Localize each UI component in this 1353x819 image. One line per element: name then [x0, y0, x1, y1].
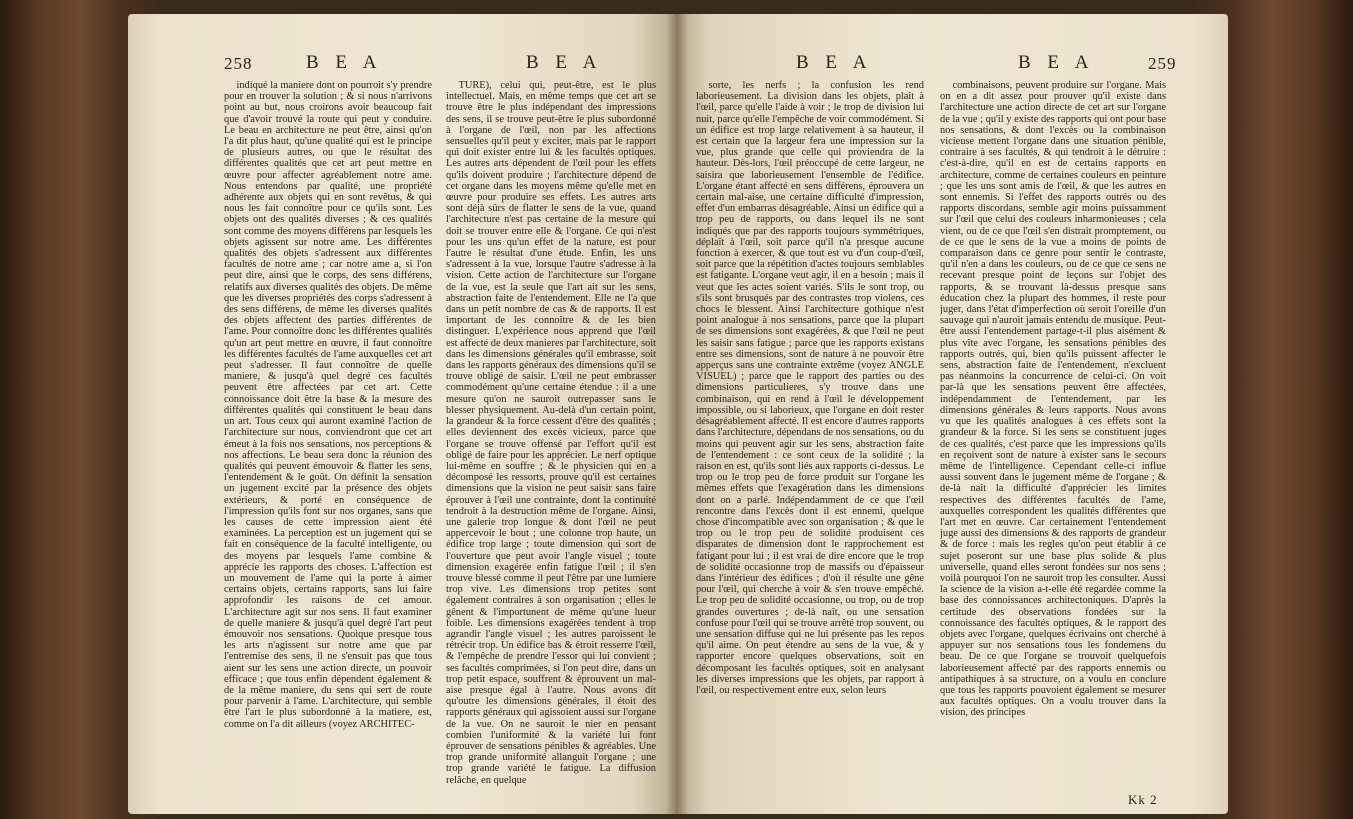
- right-page: [676, 14, 1228, 814]
- page-number: 259: [1148, 54, 1177, 73]
- book-gutter: [666, 14, 688, 814]
- right-page-header: [676, 52, 1228, 78]
- running-head: B E A: [526, 52, 603, 73]
- text-column: [696, 80, 924, 790]
- left-page-columns: [224, 80, 662, 790]
- running-head: B E A: [796, 52, 873, 73]
- text-column: [446, 80, 656, 790]
- page-number: 258: [224, 54, 253, 73]
- running-head: B E A: [306, 52, 383, 73]
- column-text: TURE), celui qui, peut-être, est le plus intellectuel. Mais, en même temps que cet art se trouve être le plus indépendant des impressions des sens, il se trouve peut-être le plus subordonné à l'organe de l'œil, non par les affections sensuelles qu'il peut y exciter, mais par le rapport qui doit exister entre lui & les facultés optiques. Les autres arts dépendent de l'œil pour les effets qu'ils doivent produire ; l'architecture dépend de cet organe dans les moyens même qu'elle met en œuvre pour produire ses effets. Les autres arts sont déjà sûrs de flatter le sens de la vue, quand l'architecture n'est pas certaine de la mesure qui doit se trouver entre elle & l'organe. Ce qui n'est pour les uns qu'un effet de la nature, est pour l'autre le résultat d'une étude. Enfin, les uns s'adressent à la vue, lorsque l'autre s'adresse à la vision. Cette action de l'architecture sur l'organe de la vue, est la seule que l'art ait sur les sens, abstraction faite de l'entendement. Elle ne l'a que dans un petit nombre de cas & de rapports. Il est important de les connoître & de les bien distinguer. L'expérience nous apprend que l'œil est affecté de deux manieres par l'architecture, soit dans les dimensions générales qu'il embrasse, soit dans les rapports généraux des dimensions qu'il se trouve obligé de saisir. L'œil ne peut embrasser commodément qu'une certaine étendue : il a une mesure qu'on ne sauroit outrepasser sans le blesser physiquement. Au-delà d'un certain point, la grandeur & la force cessent d'être des qualités ; elles deviennent des excès vicieux, parce que l'organe se trouve offensé par l'effort qu'il est obligé de faire pour les apprécier. Le nerf optique lui-même en souffre ; & le physicien qui en a décomposé les ressorts, prouve qu'il est certaines dimensions que la vision ne peut saisir sans faire éprouver à l'œil une contrainte, dont la continuité tendroit à la destruction même de l'organe. Ainsi, une galerie trop longue & dont l'œil ne peut appercevoir le bout ; une colonne trop haute, un édifice trop large ; toute dimension qui sort de l'ouverture que peut avoir l'angle visuel ; toute dimension exagérée enfin fatigue l'œil ; il s'en trouve blessé comme il peut l'être par une lumiere trop vive. Les dimensions trop petites sont également contraires à son organisation ; elles le gênent & l'importunent de même qu'une lueur foible. Les dimensions exagérées tendent à trop agrandir l'angle visuel ; les autres paroissent le rétrécir trop. Un édifice bas & étroit resserre l'œil, & l'empêche de prendre l'essor qui lui convient ; ses facultés comprimées, si l'on peut dire, dans un trop petit espace, souffrent & éprouvent un mal-aise presque égal à l'autre. Nous avons dit qu'outre les dimensions générales, il étoit des rapports généraux qui agissoient aussi sur l'organe de la vue. On ne sauroit le nier en pensant combien l'uniformité & la variété lui font éprouver de sensations pénibles & agréables. Une trop grande uniformité allanguit l'organe ; une trop grande variété le fatigue. La diffusion relâche, en quelque: [446, 80, 656, 786]
- text-column: [224, 80, 432, 790]
- left-page: [128, 14, 676, 814]
- column-text: sorte, les nerfs ; la confusion les rend laborieusement. La division dans les objets, plaît à l'œil, parce qu'elle l'aide à voir ; le trop de division lui nuit, parce qu'elle l'empêche de voir commodément. Si un édifice est trop large relativement à sa hauteur, il est certain que la largeur fera une impression sur la vue, plus grande que celle qui proviendra de la hauteur. Dès-lors, l'œil préoccupé de cette largeur, ne saisira que laborieusement l'ensemble de l'édifice. L'organe étant affecté en sens différens, éprouvera un certain mal-aise, une certaine difficulté d'impression, effet d'un embarras désagréable. Ainsi un édifice qui a trop peu de rapports, ou dans lequel ils ne sont indiqués que par des rapports toujours symmétriques, déplaît à l'œil, soit parce qu'il n'a presque aucune fonction à exercer, & que tout est vu d'un coup-d'œil, soit parce que la répétition d'actes toujours semblables est fatigante. L'organe veut agir, il en a besoin ; mais il veut que les actes soient variés. S'ils le sont trop, ou s'ils sont brusqués par des contrastes trop violens, ces chocs le blessent. Ainsi l'architecture gothique n'est point analogue à nos sensations, parce que la plupart de ses dimensions sont exagérées, & que l'œil ne peut les saisir sans fatigue ; parce que les rapports existans entre ses dimensions, sont de nature à ne pouvoir être apperçus sans une contrainte extrême (voyez ANGLE VISUEL) ; parce que le rapport des parties ou des dimensions particulieres, s'y trouve dans une combinaison, qui en rend à l'œil le développement impossible, ou si laborieux, que l'organe en doit rester désagréablement affecté. Il est encore d'autres rapports dans l'architecture, dépendans de nos sensations, ou du moins qui peuvent agir sur les sens, abstraction faite de l'entendement : ce sont ceux de la solidité ; la raison en est, qu'ils sont liés aux rapports ci-dessus. Le trop ou le trop peu de force produit sur l'organe les mêmes effets que l'exagération dans les dimensions dont on a parlé. Indépendamment de ce que l'œil rencontre dans l'excès dont il est ennemi, quelque chose d'incompatible avec son organisation ; & que le trop ou le trop peu de solidité produisent ces disparates de dimension dont le rapprochement est fatigant pour lui ; il est vrai de dire encore que le trop de solidité occasionne trop de massifs ou d'épaisseur dans l'intérieur des édifices ; d'où il résulte une gêne pour l'œil, qui cherche à voir & s'en trouve empêché. Le trop peu de solidité occasionne, ou trop, ou de trop grandes ouvertures ; de-là naît, ou une sensation confuse pour l'œil qui se trouve arrêté trop souvent, ou une sensation diffuse qui ne lui présente pas les repos qu'il aime. On peut étendre au sens de la vue, & y rapporter encore quelques observations, soit en décomposant les facultés optiques, soit en analysant les diverses impressions que les objets, par rapport à l'œil, ou respectivement entre eux, selon leurs: [696, 80, 924, 696]
- column-text: indiqué la maniere dont on pourroit s'y prendre pour en trouver la solution ; & si nous n'arrivons point au but, nous croirons avoir beaucoup fait que d'avoir trouvé la route qui peut y conduire. Le beau en architecture ne peut être, ainsi qu'on l'a dit plus haut, qu'une qualité qui est le principe de plusieurs autres, ou que le résultat des différentes qualités que cet art peut mettre en œuvre pour affecter agréablement notre ame. Nous entendons par qualité, une propriété adhérente aux objets qui en sont revêtus, & qui nous les fait connoître pour ce qu'ils sont. Les objets ont des qualités diverses ; & ces qualités sont comme des moyens différens par lesquels les objets agissent sur notre ame. Les différentes qualités des objets s'adressent aux différentes facultés de notre ame ; car notre ame a, si l'on peut dire, ainsi que le corps, des sens différens, relatifs aux diverses qualités des objets. De même que les diverses propriétés des corps s'adressent à des sens différens, de même les diverses qualités des objets affectent des parties différentes de l'ame. Pour connoître donc les différentes qualités qu'un art peut mettre en œuvre, il faut connoître les différentes facultés de l'ame auxquelles cet art peut s'adresser. Il faut connoître de quelle maniere, & jusqu'à quel degré ces facultés peuvent être affectées par cet art. Cette connoissance doit être la base & la mesure des différentes qualités qui constituent le beau dans un art. Tous ceux qui auront examiné l'action de l'architecture sur nous, conviendront que cet art émeut à la fois nos sensations, nos perceptions & nos affections. Le beau sera donc la réunion des qualités qui peuvent émouvoir & flatter les sens, l'entendement & le goût. On définit la sensation un jugement excité par la présence des objets extérieurs, & porté en conséquence de l'impression qu'ils font sur nos organes, sans que les causes de cette impression aient été examinées. La perception est un jugement qui se fait en conséquence de la faculté intelligente, ou des moyens par lesquels l'ame combine & apprécie les rapports des choses. L'affection est un mouvement de l'ame qui la porte à aimer certains objets, certains rapports, sans lui faire approfondir les raisons de cet amour. L'architecture agit sur nos sens. Il faut examiner de quelle maniere & jusqu'à quel degré l'art peut émouvoir nos sensations. Quoique presque tous les arts n'agissent sur notre ame que par l'entremise des sens, il ne s'ensuit pas que tous aient sur les sens une action directe, un pouvoir efficace ; que tous enfin dépendent également & de la même maniere, du sens qui sert de route pour parvenir à l'ame. L'architecture, qui semble être l'art le plus subordonné à la matiere, est, comme on l'a dit ailleurs (voyez ARCHITEC-: [224, 80, 432, 730]
- right-page-columns: [696, 80, 1166, 790]
- left-page-header: [128, 52, 676, 78]
- column-text: combinaisons, peuvent produire sur l'organe. Mais on en a dit assez pour prouver qu'il existe dans l'architecture une action directe de cet art sur l'organe de la vue ; qu'il y existe des rapports qui ont pour base nos sensations, & dont l'excès ou la combinaison vicieuse mettent l'organe dans une situation pénible, contraire à ses facultés, & qui tendroit à le détruire : c'est-à-dire, qu'il en est de certains rapports en architecture, comme de certaines couleurs en peinture ; que les uns sont amis de l'œil, & que les autres en sont ennemis. Si l'effet des rapports outrés ou des rapports discordans, semble agir moins puissamment sur l'œil que celui des couleurs inharmonieuses ; cela vient, ou de ce que l'œil s'en distrait promptement, ou de ce que le sens de la vue a moins de points de comparaison dans ce genre pour sentir le contraste, qu'il n'en a dans les couleurs, ou de ce que ce sens ne recevant presque point de leçons sur l'objet des rapports, & se trouvant là-dessus presque sans éducation chez la plupart des hommes, il reste pour juger, dans l'état d'imperfection où seroit l'oreille d'un sauvage qui n'auroit jamais entendu de musique. Peut-être aussi l'entendement partage-t-il plus aisément & plus vîte avec l'organe, les sensations pénibles des rapports outrés, qui, bien qu'ils puissent affecter le sens, abstraction faite de l'entendement, n'excluent pas néanmoins la concurrence de celui-ci. On voit par-là que les sensations peuvent être affectées, indépendamment de l'entendement, par les dimensions générales & leurs rapports. Nous avons vu que les qualités analogues à ces effets sont la grandeur & la force. Si les sens se constituent juges de ces qualités, c'est parce que les impressions qu'ils en reçoivent sont de nature à exister sans le secours même de l'intelligence. Cependant celle-ci influe aussi souvent dans le jugement même de l'organe ; & de-là naît la difficulté d'apprécier les limites respectives des différentes facultés de l'ame, auxquelles correspondent les qualités différentes que l'art met en œuvre. Car certainement l'entendement juge aussi des dimensions & des rapports de grandeur & de force : mais les regles qu'on peut établir à ce sujet poseront sur une base plus solide & plus universelle, quand elles seront fondées sur nos sens ; voilà pourquoi l'on ne sauroit trop les consulter. Aussi la science de la vision a-t-elle été regardée comme la base des connoissances architectoniques. D'après la certitude des observations fondées sur la connoissance des facultés optiques, & le rapport des objets avec l'organe, quelques écrivains ont cherché à appuyer sur nos sensations tous les fondemens du beau. De ce que l'organe se trouvoit quelquefois laborieusement affecté par des rapports ennemis ou antipathiques à sa structure, on a voulu en conclure que tous les rapports pouvoient également se mesurer aux facultés optiques. On a voulu trouver dans la vision, des principes: [940, 80, 1166, 719]
- running-head: B E A: [1018, 52, 1095, 73]
- signature-mark: Kk 2: [1128, 792, 1158, 807]
- text-column: [940, 80, 1166, 790]
